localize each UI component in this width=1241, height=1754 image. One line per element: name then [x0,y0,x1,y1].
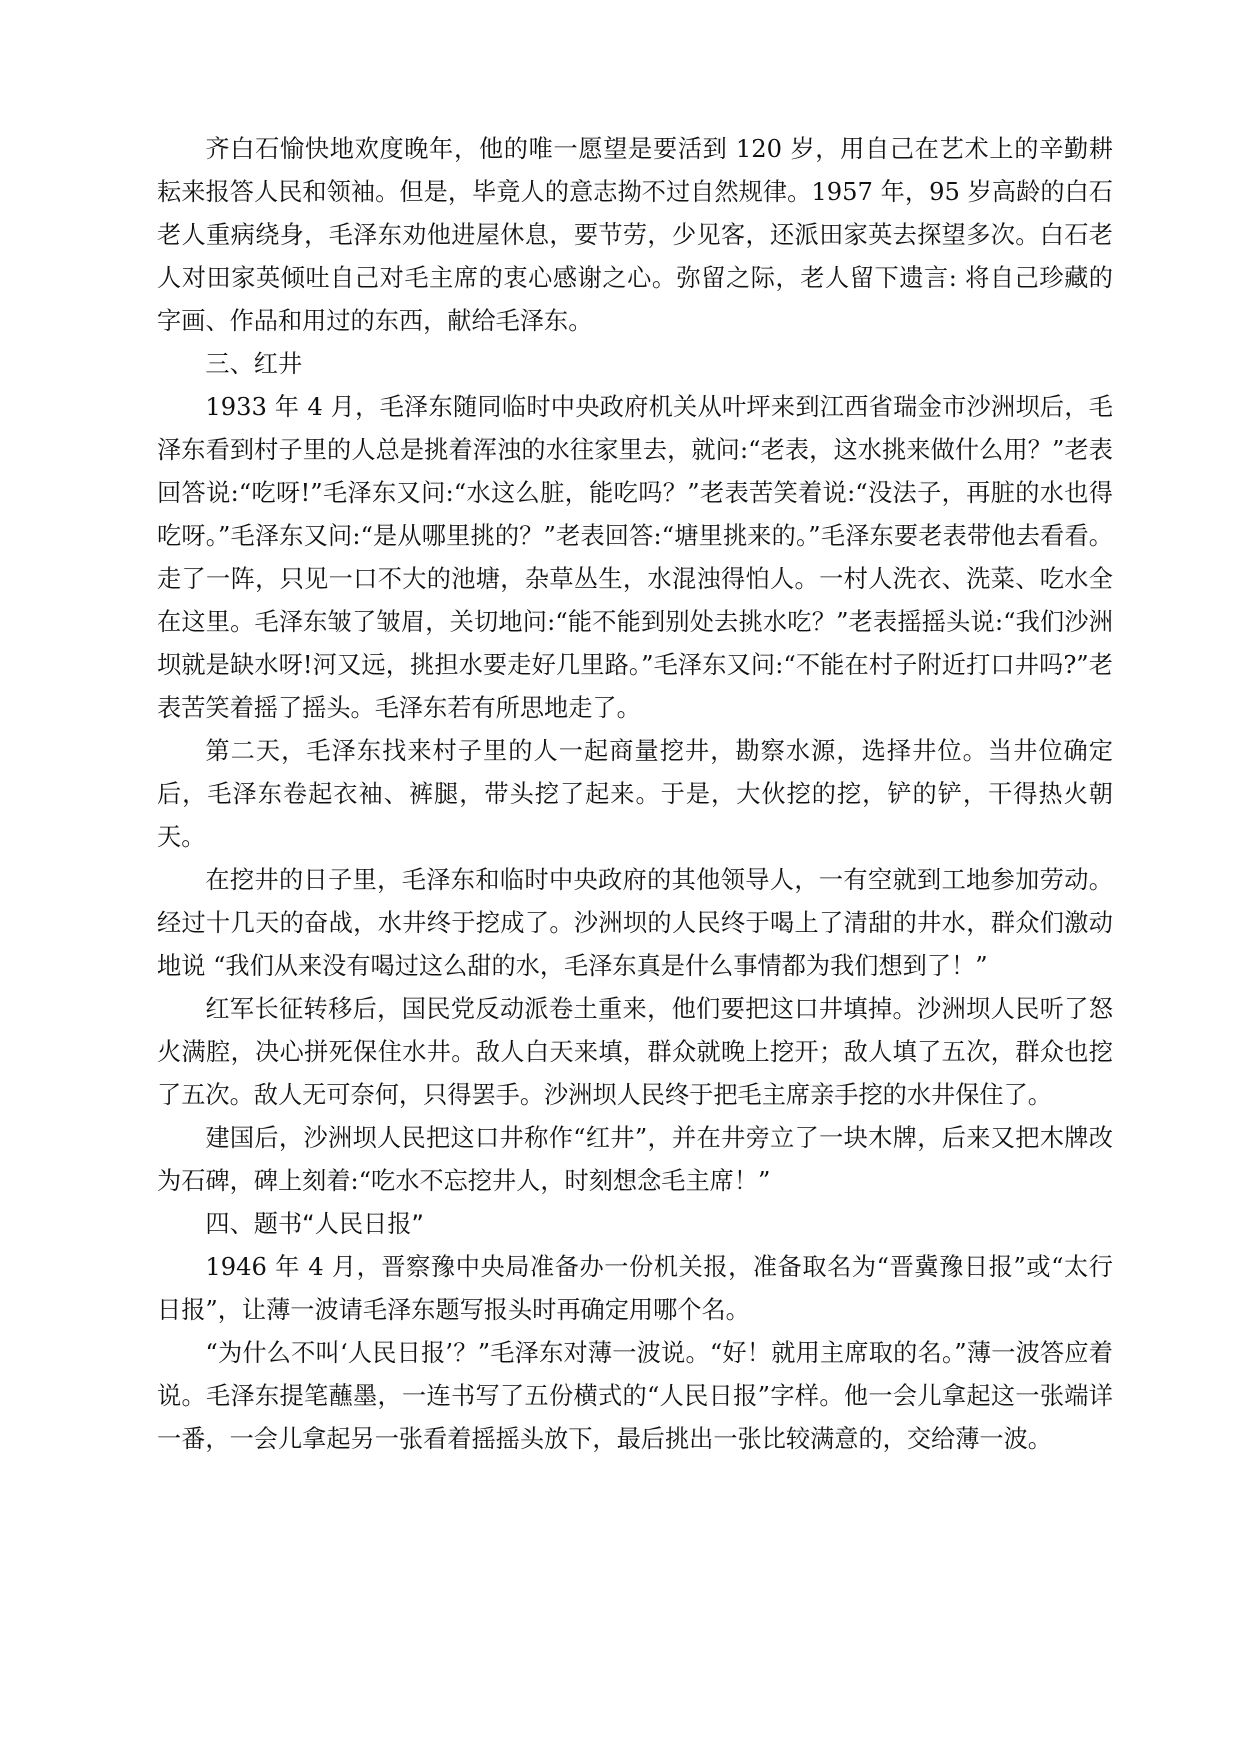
paragraph-after-founding: 建国后，沙洲坝人民把这口井称作“红井”，并在井旁立了一块木牌，后来又把木牌改为石碑，碑上刻着:“吃水不忘挖井人，时刻想念毛主席！” [157,1124,1113,1195]
document-body [157,128,1113,1461]
paragraph-1933: 1933 年 4 月，毛泽东随同临时中央政府机关从叶坪来到江西省瑞金市沙洲坝后，毛泽东看到村子里的人总是挑着浑浊的水往家里去，就问:“老表，这水挑来做什么用？”老表回答说:“吃呀!”毛泽东又问:“水这么脏，能吃吗？”老表苦笑着说:“没法子，再脏的水也得吃呀。”毛泽东又问:“是从哪里挑的？”老表回答:“塘里挑来的。”毛泽东要老表带他去看看。走了一阵，只见一口不大的池塘，杂草丛生，水混浊得怕人。一村人洗衣、洗菜、吃水全在这里。毛泽东皱了皱眉，关切地问:“能不能到别处去挑水吃？”老表摇摇头说:“我们沙洲坝就是缺水呀!河又远，挑担水要走好几里路。”毛泽东又问:“不能在村子附近打口井吗?”老表苦笑着摇了摇头。毛泽东若有所思地走了。 [157,393,1113,722]
paragraph-digging-days: 在挖井的日子里，毛泽东和临时中央政府的其他领导人，一有空就到工地参加劳动。经过十几天的奋战，水井终于挖成了。沙洲坝的人民终于喝上了清甜的井水，群众们激动地说 “我们从来没有喝过这么甜的水，毛泽东真是什么事情都为我们想到了！” [157,866,1113,980]
section-heading-red-well: 三、红井 [205,350,303,378]
paragraph-long-march: 红军长征转移后，国民党反动派卷土重来，他们要把这口井填掉。沙洲坝人民听了怒火满腔，决心拼死保住水井。敌人白天来填，群众就晚上挖开；敌人填了五次，群众也挖了五次。敌人无可奈何，只得罢手。沙洲坝人民终于把毛主席亲手挖的水井保住了。 [157,995,1113,1109]
section-heading-peoples-daily: 四、题书“人民日报” [205,1210,424,1238]
paragraph-next-day: 第二天，毛泽东找来村子里的人一起商量挖井，勘察水源，选择井位。当井位确定后，毛泽东卷起衣袖、裤腿，带头挖了起来。于是，大伙挖的挖，铲的铲，干得热火朝天。 [157,737,1113,851]
paragraph-1946: 1946 年 4 月，晋察豫中央局准备办一份机关报，准备取名为“晋冀豫日报”或“太行日报”，让薄一波请毛泽东题写报头时再确定用哪个名。 [157,1253,1113,1324]
paragraph-qi-baishi: 齐白石愉快地欢度晚年，他的唯一愿望是要活到 120 岁，用自己在艺术上的辛勤耕耘来报答人民和领袖。但是，毕竟人的意志拗不过自然规律。1957 年，95 岁高龄的白石老人重病绕身，毛泽东劝他进屋休息，要节劳，少见客，还派田家英去探望多次。白石老人对田家英倾吐自己对毛主席的衷心感谢之心。弥留之际，老人留下遗言: 将自己珍藏的字画、作品和用过的东西，献给毛泽东。 [157,135,1113,335]
paragraph-why-not: “为什么不叫‘人民日报’？”毛泽东对薄一波说。“好！就用主席取的名。”薄一波答应着说。毛泽东提笔蘸墨，一连书写了五份横式的“人民日报”字样。他一会儿拿起这一张端详一番，一会儿拿起另一张看着摇摇头放下，最后挑出一张比较满意的，交给薄一波。 [157,1339,1113,1453]
